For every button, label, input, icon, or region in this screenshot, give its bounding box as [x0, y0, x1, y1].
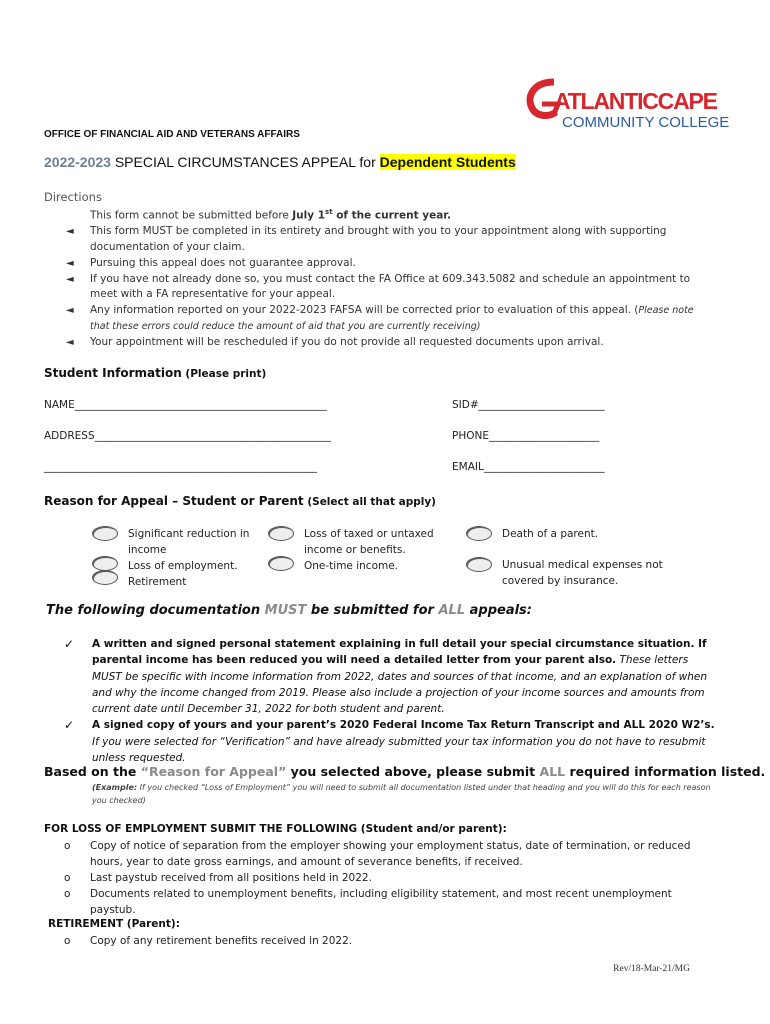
college-logo: [524, 74, 730, 134]
checkbox-retirement[interactable]: [92, 570, 118, 585]
logo-name: ATLANTICCAPE: [554, 88, 717, 114]
bullet-arrow-icon: ◄: [66, 336, 74, 348]
checkbox-medical-expenses[interactable]: [466, 557, 492, 572]
office-title: OFFICE OF FINANCIAL AID AND VETERANS AFFAIRS: [44, 129, 300, 140]
option-death-of-parent: Death of a parent.: [502, 528, 599, 540]
option-labels-col2: [304, 526, 444, 574]
requirement-item: ✓ A written and signed personal statement explaining in full detail your special circumstance situation. If parental income has been reduced you will need a detailed letter from your parent also. These letters MUST be specific with income information from 2022, dates and sources of that income, and an explanation of when and why the income changed from 2019. Please also include a projection of your income sources and amounts from current date until December 31, 2022 for both student and parent.: [64, 637, 708, 716]
direction-item: ◄ This form MUST be completed in its entirety and brought with you to your appointment along with supporting documentation of your claim.: [66, 225, 667, 254]
bullet-arrow-icon: ◄: [66, 305, 74, 317]
bullet-arrow-icon: ◄: [66, 257, 74, 269]
revision-note: Rev/18-Mar-21/MG: [613, 964, 690, 974]
direction-item: ◄ Your appointment will be rescheduled if you do not provide all requested documents upon arrival.: [50, 335, 715, 351]
employment-heading: FOR LOSS OF EMPLOYMENT SUBMIT THE FOLLOWING (Student and/or parent):: [44, 823, 507, 835]
bullet-arrow-icon: ◄: [66, 226, 74, 238]
title-text: SPECIAL CIRCUMSTANCES APPEAL for: [110, 154, 380, 170]
list-item: o Copy of notice of separation from the employer showing your employment status, date of termination, or reduced hours, year to date gross earnings, and amount of severance benefits, if received.: [64, 840, 691, 868]
option-retirement: Retirement: [128, 576, 187, 588]
student-info-heading: Student Information (Please print): [44, 366, 267, 380]
page-title: [44, 154, 516, 170]
direction-item: ◄ Any information reported on your 2022-2023 FAFSA will be corrected prior to evaluation of this appeal. (Please note that these errors could reduce the amount of aid that you are currently receiving): [66, 304, 694, 333]
address-line-2-field[interactable]: ____________________________________________________: [44, 461, 317, 473]
direction-item: ◄ Pursuing this appeal does not guarantee approval.: [50, 256, 715, 272]
based-on-heading: Based on the “Reason for Appeal” you selected above, please submit ALL required information listed.: [44, 764, 766, 779]
option-labels-col1: [128, 526, 258, 590]
checkbox-one-time-income[interactable]: [268, 556, 294, 571]
list-item: o Documents related to unemployment benefits, including eligibility statement, and most recent unemployment paystub.: [64, 888, 672, 916]
required-documents-list: [48, 636, 716, 766]
list-item: o Copy of any retirement benefits received in 2022.: [64, 935, 353, 947]
checkbox-income-reduction[interactable]: [92, 526, 118, 541]
title-year: 2022-2023: [44, 154, 111, 170]
name-field[interactable]: NAME________________________________________________: [44, 399, 327, 411]
checkbox-death-of-parent[interactable]: [466, 526, 492, 541]
option-loss-of-employment: Loss of employment.: [128, 560, 238, 572]
reason-heading: Reason for Appeal – Student or Parent (Select all that apply): [44, 494, 436, 508]
directions-list: [50, 205, 715, 351]
checkbox-loss-of-employment[interactable]: [92, 556, 118, 571]
address-field[interactable]: ADDRESS_____________________________________________: [44, 430, 331, 442]
bullet-arrow-icon: ◄: [66, 273, 74, 285]
employment-list: [44, 838, 719, 918]
title-highlight: Dependent Students: [379, 154, 516, 170]
circle-bullet-icon: o: [64, 888, 71, 900]
option-medical-expenses: Unusual medical expenses not covered by insurance.: [502, 559, 663, 587]
circle-bullet-icon: o: [64, 840, 71, 852]
requirement-item: ✓ A signed copy of yours and your parent’s 2020 Federal Income Tax Return Transcript and ALL 2020 W2’s. If you were selected for “Verification” and have already submitted your tax information you do not have to resubmit unless requested.: [64, 718, 715, 765]
checkbox-loss-of-income[interactable]: [268, 526, 294, 541]
direction-item: ◄ If you have not already done so, you must contact the FA Office at 609.343.5082 and schedule an appointment to meet with a FA representative for your appeal.: [66, 272, 691, 301]
list-item: o Last paystub received from all positions held in 2022.: [64, 872, 372, 884]
check-icon: ✓: [64, 718, 75, 733]
retirement-heading: RETIREMENT (Parent):: [48, 918, 180, 930]
example-note: (Example: If you checked “Loss of Employment” you will need to submit all documentation listed under that heading and you will do this for each reason you checked): [92, 783, 711, 805]
option-loss-of-income: Loss of taxed or untaxed income or benefits.: [304, 528, 434, 556]
documentation-heading: The following documentation MUST be submitted for ALL appeals:: [46, 603, 532, 618]
phone-field[interactable]: PHONE_____________________: [452, 430, 600, 442]
check-icon: ✓: [64, 637, 75, 651]
retirement-list: [44, 933, 719, 949]
logo-subtitle: COMMUNITY COLLEGE: [562, 114, 730, 131]
circle-bullet-icon: o: [64, 935, 71, 947]
option-one-time-income: One-time income.: [304, 560, 399, 572]
option-income-reduction: Significant reduction in income: [128, 528, 250, 556]
sid-field[interactable]: SID#________________________: [452, 399, 605, 411]
email-field[interactable]: EMAIL_______________________: [452, 461, 605, 473]
directions-heading: Directions: [44, 190, 102, 204]
circle-bullet-icon: o: [64, 872, 71, 884]
direction-item: This form cannot be submitted before July 1st of the current year.: [90, 208, 451, 222]
